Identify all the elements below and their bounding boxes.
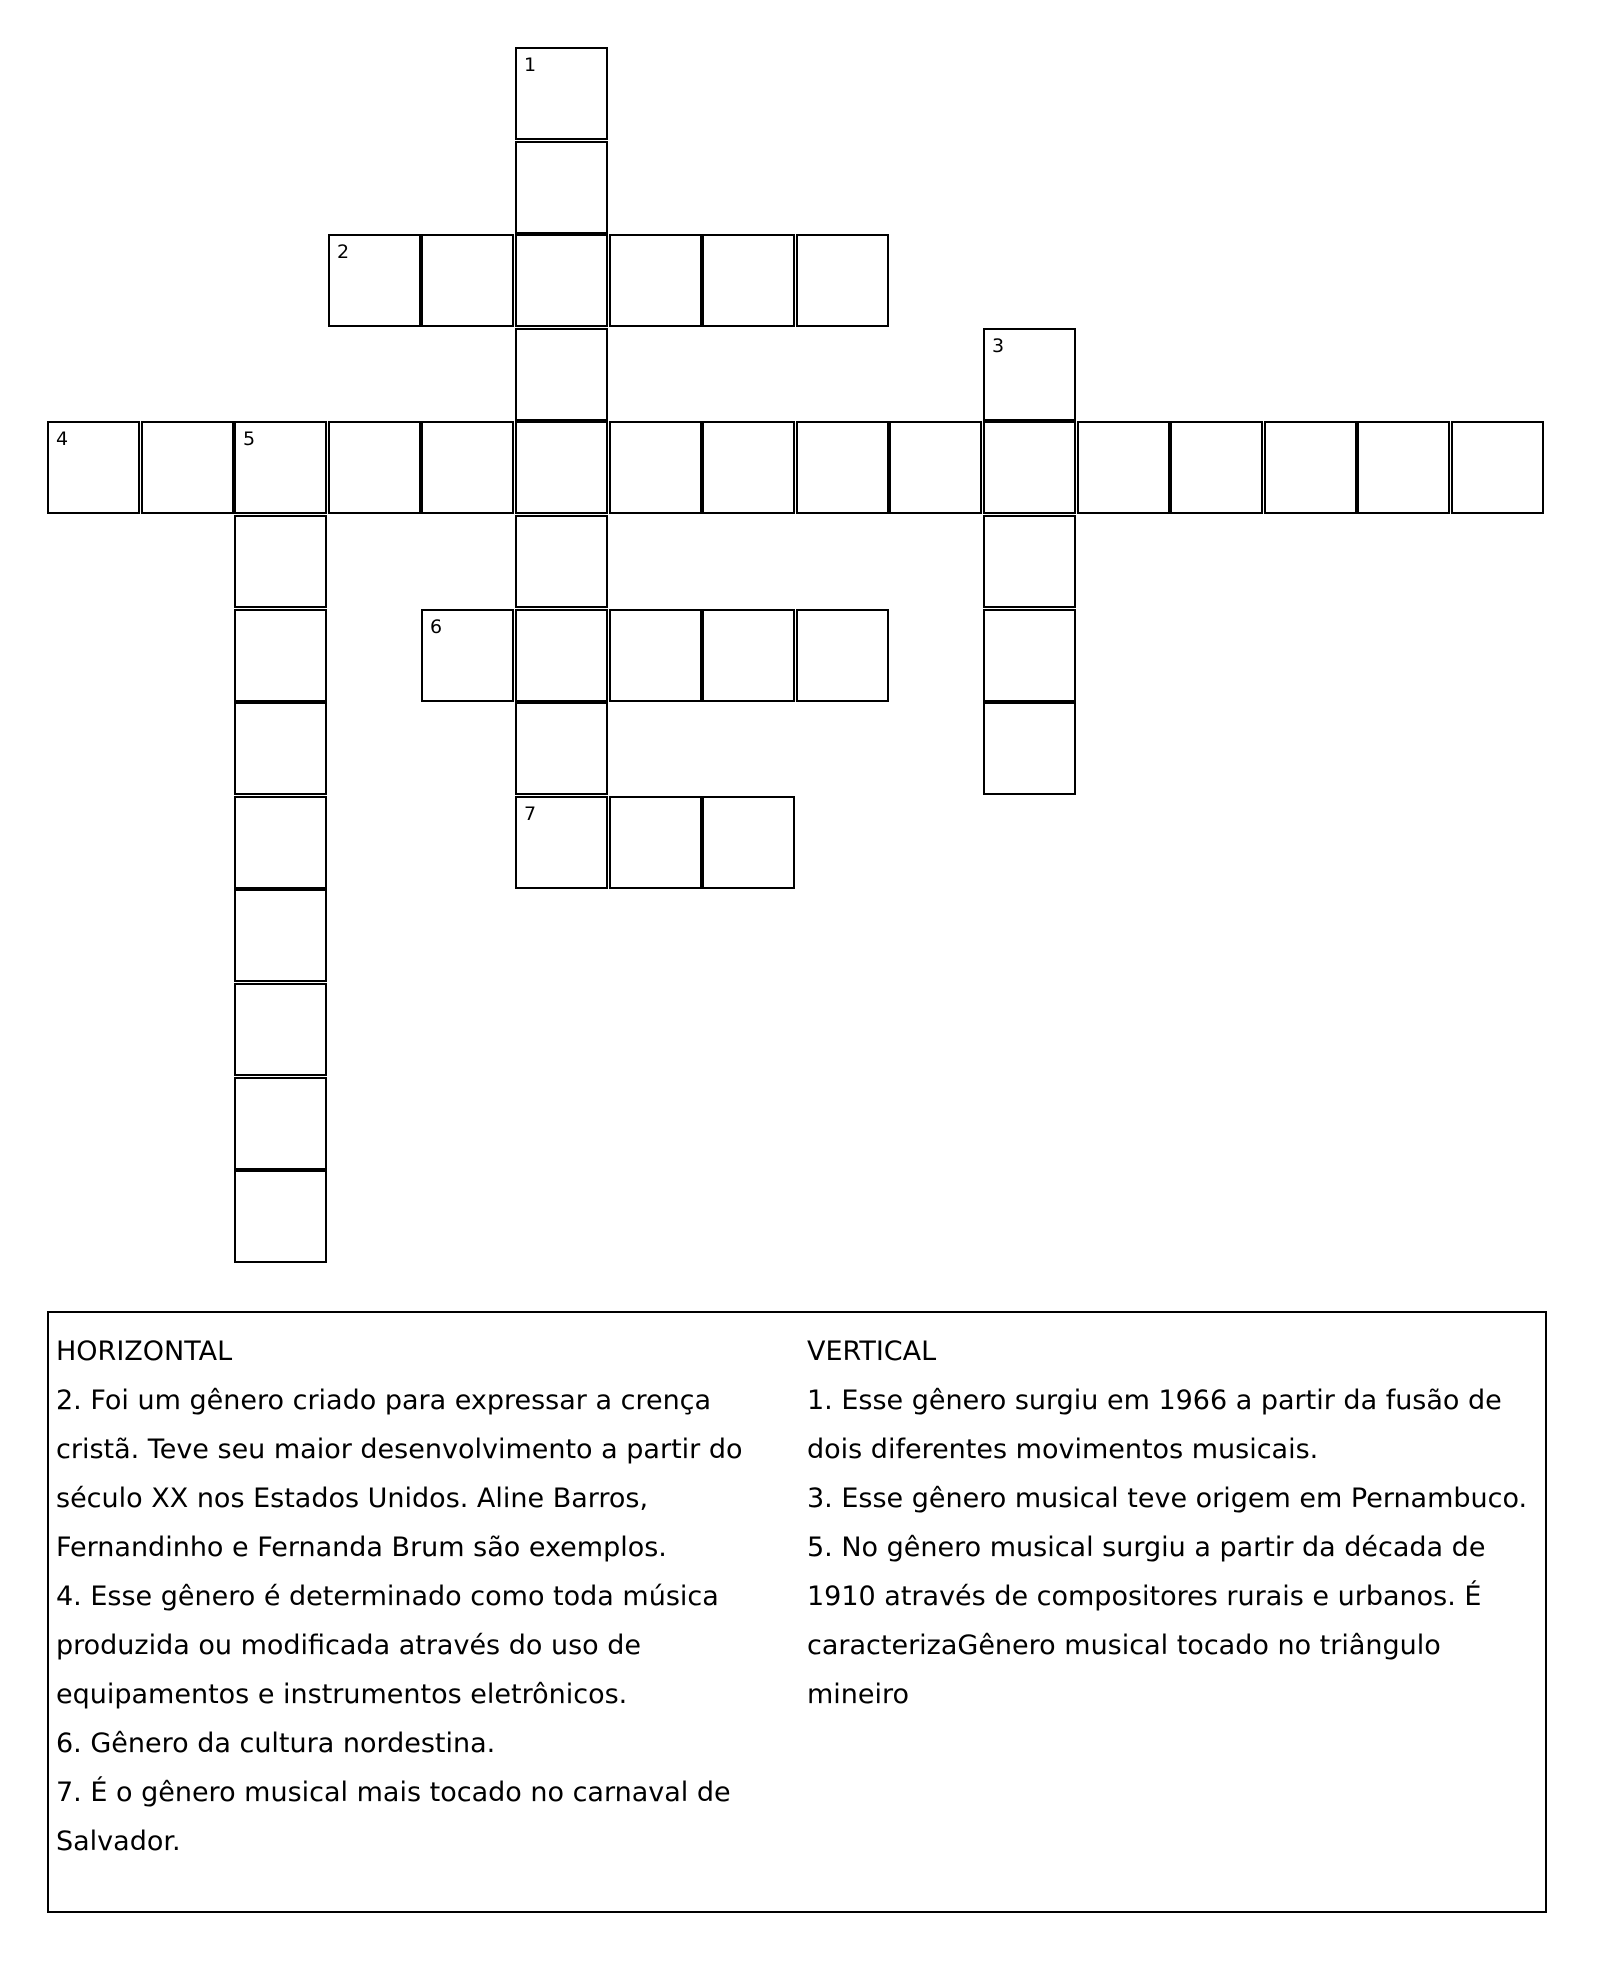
clue-number: 1 — [524, 54, 537, 76]
crossword-cell[interactable] — [515, 609, 608, 702]
crossword-cell[interactable] — [889, 421, 982, 514]
crossword-cell[interactable] — [796, 421, 889, 514]
crossword-cell[interactable] — [234, 796, 327, 889]
crossword-cell[interactable] — [702, 234, 795, 327]
crossword-cell[interactable] — [983, 609, 1076, 702]
clue-horizontal-6: 6. Gênero da cultura nordestina. — [56, 1728, 496, 1759]
clue-number: 5 — [243, 428, 256, 450]
crossword-cell[interactable] — [609, 421, 702, 514]
clue-horizontal-2: 2. Foi um gênero criado para expressar a crença cristã. Teve seu maior desenvolvimento a partir do século XX nos Estados Unidos. Aline Barros, Fernandinho e Fernanda Brum são exemplos. — [56, 1385, 743, 1563]
crossword-cell[interactable] — [515, 702, 608, 795]
crossword-cell[interactable] — [234, 515, 327, 608]
crossword-cell[interactable] — [515, 515, 608, 608]
crossword-cell[interactable] — [328, 421, 421, 514]
crossword-cell[interactable] — [234, 1170, 327, 1263]
crossword-cell[interactable] — [1170, 421, 1263, 514]
crossword-cell[interactable] — [421, 234, 514, 327]
crossword-cell[interactable] — [702, 796, 795, 889]
crossword-cell[interactable] — [421, 421, 514, 514]
crossword-cell[interactable] — [1077, 421, 1170, 514]
crossword-cell[interactable] — [983, 702, 1076, 795]
crossword-cell[interactable] — [1264, 421, 1357, 514]
crossword-cell[interactable] — [515, 141, 608, 234]
crossword-cell[interactable] — [234, 1077, 327, 1170]
crossword-cell[interactable] — [702, 421, 795, 514]
clue-horizontal-7: 7. É o gênero musical mais tocado no carnaval de Salvador. — [56, 1777, 731, 1857]
horizontal-heading: HORIZONTAL — [56, 1336, 233, 1367]
crossword-cell[interactable] — [609, 234, 702, 327]
clue-number: 3 — [992, 335, 1005, 357]
horizontal-clues — [56, 1327, 791, 1866]
crossword-cell[interactable] — [515, 47, 608, 140]
crossword-cell[interactable] — [702, 609, 795, 702]
crossword-cell[interactable] — [796, 234, 889, 327]
vertical-clues — [807, 1327, 1537, 1719]
crossword-cell[interactable] — [421, 609, 514, 702]
crossword-cell[interactable] — [983, 515, 1076, 608]
clue-number: 7 — [524, 803, 537, 825]
crossword-cell[interactable] — [328, 234, 421, 327]
clue-vertical-1: 1. Esse gênero surgiu em 1966 a partir da fusão de dois diferentes movimentos musicais. — [807, 1385, 1502, 1465]
crossword-cell[interactable] — [796, 609, 889, 702]
crossword-cell[interactable] — [983, 421, 1076, 514]
crossword-cell[interactable] — [234, 889, 327, 982]
crossword-cell[interactable] — [47, 421, 140, 514]
crossword-cell[interactable] — [234, 609, 327, 702]
crossword-cell[interactable] — [141, 421, 234, 514]
crossword-cell[interactable] — [609, 609, 702, 702]
clue-number: 2 — [337, 241, 350, 263]
crossword-cell[interactable] — [1451, 421, 1544, 514]
clues-box — [47, 1311, 1547, 1913]
clue-vertical-5: 5. No gênero musical surgiu a partir da década de 1910 através de compositores rurais e urbanos. É caracterizaGênero musical tocado no triângulo mineiro — [807, 1532, 1486, 1710]
crossword-cell[interactable] — [234, 421, 327, 514]
clue-number: 4 — [56, 428, 69, 450]
crossword-cell[interactable] — [983, 328, 1076, 421]
crossword-cell[interactable] — [234, 702, 327, 795]
crossword-cell[interactable] — [1357, 421, 1450, 514]
crossword-cell[interactable] — [234, 983, 327, 1076]
crossword-cell[interactable] — [515, 328, 608, 421]
crossword-cell[interactable] — [515, 796, 608, 889]
clue-number: 6 — [430, 616, 443, 638]
crossword-cell[interactable] — [515, 234, 608, 327]
clue-vertical-3: 3. Esse gênero musical teve origem em Pernambuco. — [807, 1483, 1528, 1514]
crossword-cell[interactable] — [515, 421, 608, 514]
clue-horizontal-4: 4. Esse gênero é determinado como toda música produzida ou modificada através do uso de equipamentos e instrumentos eletrônicos. — [56, 1581, 719, 1710]
crossword-cell[interactable] — [609, 796, 702, 889]
vertical-heading: VERTICAL — [807, 1336, 937, 1367]
